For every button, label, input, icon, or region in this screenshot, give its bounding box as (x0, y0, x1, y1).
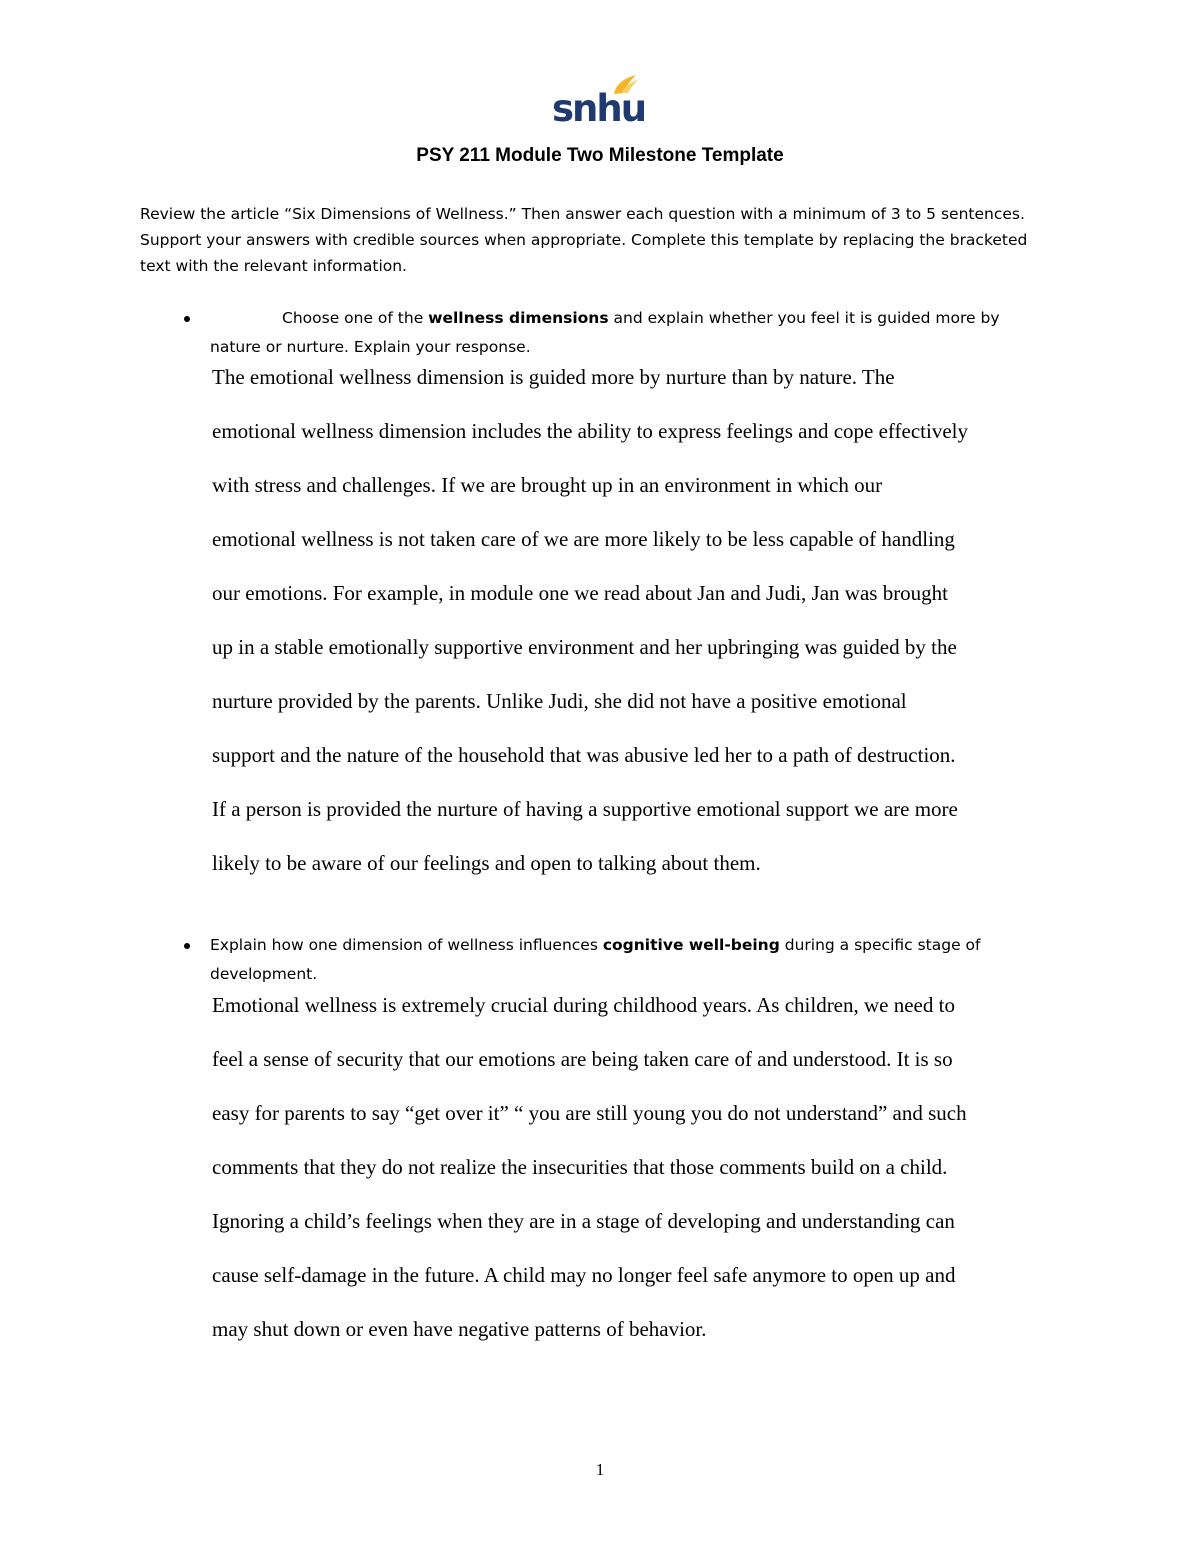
answer-line: The emotional wellness dimension is guided more by nurture than by nature. The (212, 365, 895, 389)
answer-line: emotional wellness dimension includes the ability to express feelings and cope effectively (212, 419, 968, 443)
bullet-icon (184, 943, 190, 949)
answer-line: our emotions. For example, in module one we read about Jan and Judi, Jan was brought (212, 581, 949, 605)
answer-1 (212, 350, 1072, 890)
intro-paragraph: Review the article “Six Dimensions of Wellness.” Then answer each question with a minimum of 3 to 5 sentences. Support your answers with credible sources when appropriate. Complete this template by replacing the bracketed text with the relevant information. (140, 205, 1028, 275)
answer-line: cause self-damage in the future. A child may no longer feel safe anymore to open up and (212, 1263, 956, 1287)
answer-line: nurture provided by the parents. Unlike Judi, she did not have a positive emotional (212, 689, 907, 713)
question-2: Explain how one dimension of wellness influences cognitive well-being during a specific stage of development. (210, 936, 981, 983)
answer-line: likely to be aware of our feelings and open to talking about them. (212, 851, 761, 875)
document-title: PSY 211 Module Two Milestone Template (416, 145, 784, 166)
answer-line: support and the nature of the household that was abusive led her to a path of destruction. (212, 743, 956, 767)
answer-line: Emotional wellness is extremely crucial during childhood years. As children, we need to (212, 993, 955, 1017)
answer-line: If a person is provided the nurture of having a supportive emotional support we are more (212, 797, 958, 821)
page-number: 1 (595, 1460, 605, 1479)
answer-line: feel a sense of security that our emotions are being taken care of and understood. It is so (212, 1047, 953, 1071)
answer-line: up in a stable emotionally supportive environment and her upbringing was guided by the (212, 635, 957, 659)
snhu-logo (552, 74, 646, 132)
answer-line: may shut down or even have negative patterns of behavior. (212, 1317, 707, 1341)
bullet-icon (184, 316, 190, 322)
answer-line: easy for parents to say “get over it” “ you are still young you do not understand” and such (212, 1101, 967, 1125)
answer-line: comments that they do not realize the insecurities that those comments build on a child. (212, 1155, 948, 1179)
answer-line: Ignoring a child’s feelings when they are in a stage of developing and understanding can (212, 1209, 955, 1233)
answer-line: with stress and challenges. If we are brought up in an environment in which our (212, 473, 883, 497)
answer-line: emotional wellness is not taken care of we are more likely to be less capable of handling (212, 527, 955, 551)
answer-2 (212, 978, 1072, 1356)
question-1: Choose one of the wellness dimensions and explain whether you feel it is guided more by nature or nurture. Explain your response. (210, 309, 1000, 356)
logo-text: snhu (552, 87, 646, 130)
